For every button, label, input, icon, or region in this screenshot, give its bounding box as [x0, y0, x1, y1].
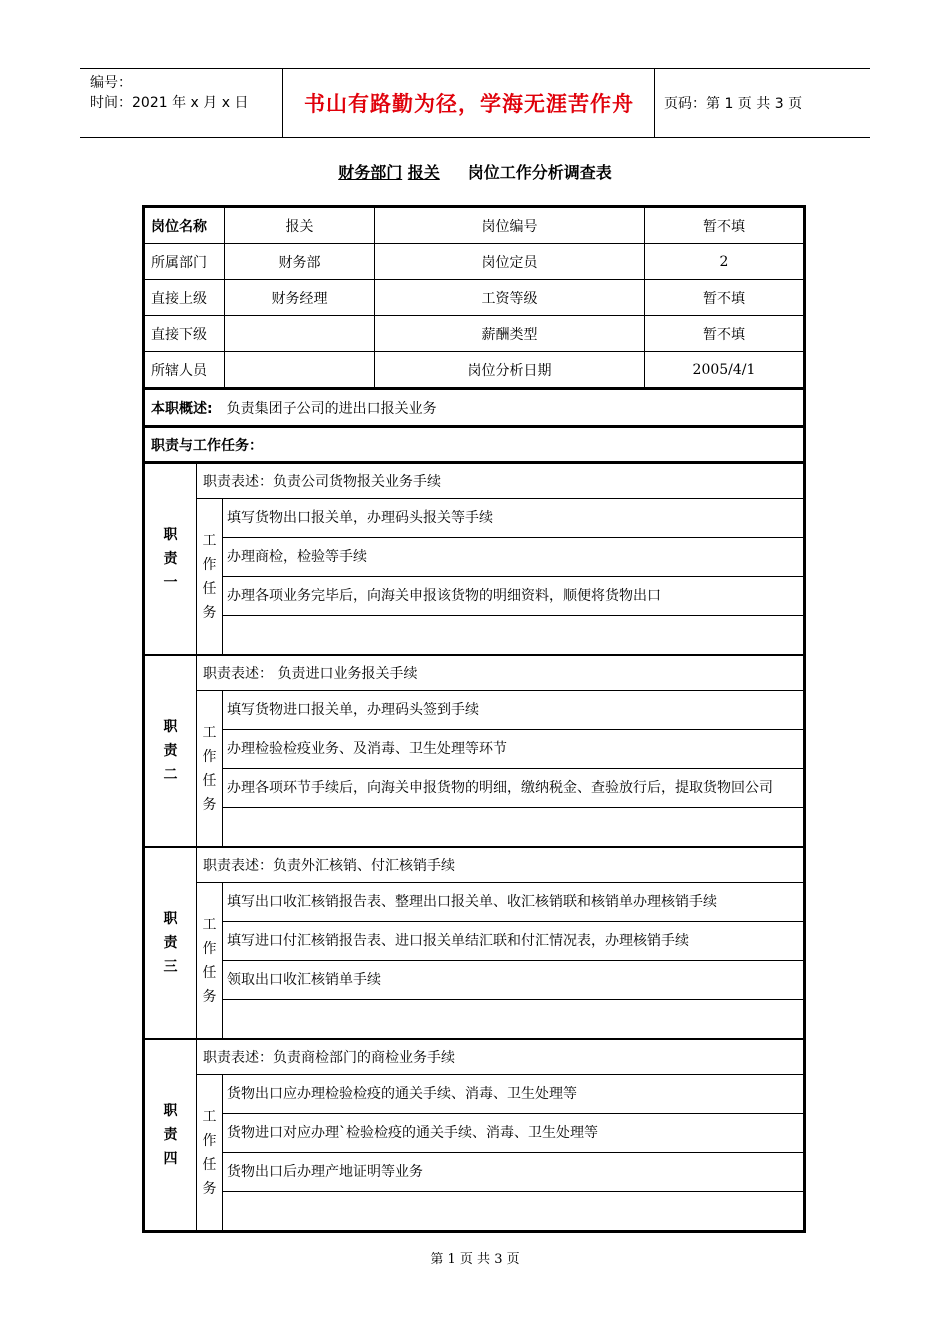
task-item	[223, 616, 804, 656]
duty-name: 职 责 四	[145, 1039, 197, 1231]
task-row	[145, 922, 804, 961]
header-page-info: 页码：第 1 页 共 3 页	[664, 96, 803, 112]
summary-cell	[145, 389, 804, 426]
task-row	[145, 1075, 804, 1114]
info-value: 2005/4/1	[645, 352, 804, 388]
duty-description: 职责表述：负责商检部门的商检业务手续	[197, 1039, 804, 1075]
task-item: 填写出口收汇核销报告表、整理出口报关单、收汇核销联和核销单办理核销手续	[223, 883, 804, 922]
task-row	[145, 808, 804, 848]
header-divider	[654, 69, 655, 137]
task-row	[145, 1114, 804, 1153]
task-row	[145, 691, 804, 730]
info-value: 暂不填	[645, 316, 804, 352]
task-label: 工 作 任 务	[197, 691, 223, 848]
info-label: 所属部门	[145, 244, 225, 280]
info-value: 暂不填	[645, 280, 804, 316]
duties-heading-table	[144, 426, 804, 462]
task-item: 办理检验检疫业务、及消毒、卫生处理等环节	[223, 730, 804, 769]
info-label: 岗位分析日期	[375, 352, 645, 388]
task-row	[145, 1192, 804, 1231]
task-item: 货物出口应办理检验检疫的通关手续、消毒、卫生处理等	[223, 1075, 804, 1114]
number-label: 编号：	[90, 75, 132, 91]
task-label: 工 作 任 务	[197, 499, 223, 656]
task-item: 填写进口付汇核销报告表、进口报关单结汇联和付汇情况表，办理核销手续	[223, 922, 804, 961]
task-item: 办理各项环节手续后，向海关申报货物的明细，缴纳税金、查验放行后，提取货物回公司	[223, 769, 804, 808]
duty-description: 职责表述：负责外汇核销、付汇核销手续	[197, 847, 804, 883]
page-footer: 第 1 页 共 3 页	[430, 1252, 520, 1267]
summary-table	[144, 388, 804, 426]
task-item	[223, 808, 804, 848]
job-analysis-form	[142, 205, 806, 1233]
info-row	[145, 244, 804, 280]
title-rest: 岗位工作分析调查表	[467, 163, 612, 182]
duty-description: 职责表述：负责公司货物报关业务手续	[197, 463, 804, 499]
task-row	[145, 1000, 804, 1040]
task-item	[223, 1192, 804, 1231]
summary-label: 本职概述:	[151, 400, 213, 417]
info-label: 直接下级	[145, 316, 225, 352]
task-row	[145, 577, 804, 616]
task-row	[145, 730, 804, 769]
date-label: 时间：2021 年 x 月 x 日	[90, 95, 249, 111]
basic-info-table	[144, 207, 804, 388]
duty-desc-row	[145, 1039, 804, 1075]
info-row	[145, 352, 804, 388]
task-item	[223, 1000, 804, 1040]
info-label: 所辖人员	[145, 352, 225, 388]
info-label: 薪酬类型	[375, 316, 645, 352]
task-row	[145, 499, 804, 538]
info-label: 直接上级	[145, 280, 225, 316]
duty-desc-row	[145, 655, 804, 691]
task-row	[145, 883, 804, 922]
duty-name: 职 责 一	[145, 463, 197, 655]
task-label: 工 作 任 务	[197, 883, 223, 1040]
info-value	[225, 352, 375, 388]
info-row	[145, 280, 804, 316]
header-meta	[90, 73, 248, 113]
task-item: 办理商检，检验等手续	[223, 538, 804, 577]
task-row	[145, 1153, 804, 1192]
info-row	[145, 316, 804, 352]
task-item: 货物进口对应办理`检验检疫的通关手续、消毒、卫生处理等	[223, 1114, 804, 1153]
info-label: 岗位定员	[375, 244, 645, 280]
duty-desc-row	[145, 463, 804, 499]
document-title	[0, 160, 950, 183]
task-label: 工 作 任 务	[197, 1075, 223, 1231]
summary-value: 负责集团子公司的进出口报关业务	[226, 400, 437, 417]
title-post: 报关	[407, 163, 440, 182]
info-label: 岗位编号	[375, 208, 645, 244]
title-dept: 财务部门	[338, 163, 403, 182]
info-label: 岗位名称	[145, 208, 225, 244]
duty-name: 职 责 二	[145, 655, 197, 847]
info-value	[225, 316, 375, 352]
duty-name: 职 责 三	[145, 847, 197, 1039]
duties-heading: 职责与工作任务：	[145, 427, 804, 462]
info-value: 财务经理	[225, 280, 375, 316]
info-label: 工资等级	[375, 280, 645, 316]
task-row	[145, 961, 804, 1000]
page-header	[80, 68, 870, 138]
task-row	[145, 538, 804, 577]
info-row	[145, 208, 804, 244]
duties-table	[144, 462, 804, 1231]
header-divider	[282, 69, 283, 137]
duty-description: 职责表述： 负责进口业务报关手续	[197, 655, 804, 691]
info-value: 财务部	[225, 244, 375, 280]
info-value: 暂不填	[645, 208, 804, 244]
task-item: 填写货物出口报关单，办理码头报关等手续	[223, 499, 804, 538]
task-row	[145, 616, 804, 656]
task-row	[145, 769, 804, 808]
task-item: 领取出口收汇核销单手续	[223, 961, 804, 1000]
info-value: 报关	[225, 208, 375, 244]
task-item: 货物出口后办理产地证明等业务	[223, 1153, 804, 1192]
duty-desc-row	[145, 847, 804, 883]
header-motto: 书山有路勤为径，学海无涯苦作舟	[304, 92, 634, 116]
info-value: 2	[645, 244, 804, 280]
task-item: 办理各项业务完毕后，向海关申报该货物的明细资料，顺便将货物出口	[223, 577, 804, 616]
task-item: 填写货物进口报关单，办理码头签到手续	[223, 691, 804, 730]
